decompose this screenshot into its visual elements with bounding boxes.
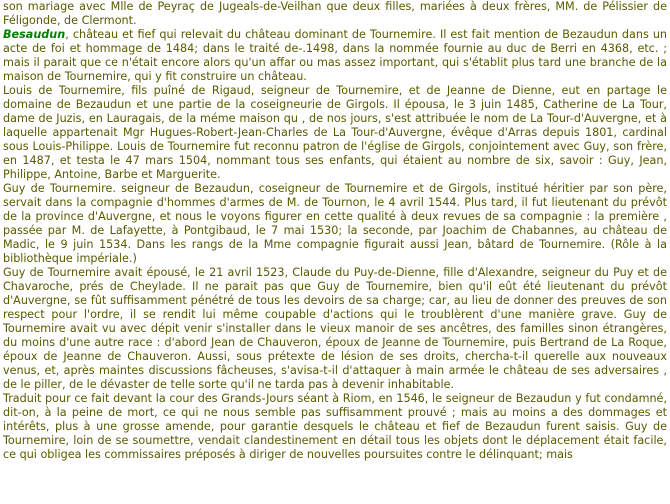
paragraph (3, 84, 667, 182)
paragraph-text: son mariage avec Mlle de Peyraç de Jugeals-de-Veilhan que deux filles, mariées à deux frères, MM. de Pélissier de Féligonde, de Clermont. (3, 0, 667, 27)
paragraph (3, 0, 667, 28)
paragraph (3, 182, 667, 266)
paragraph-text: Traduit pour ce fait devant la cour des Grands-Jours séant à Riom, en 1546, le seigneur de Bezaudun y fut condamné, dit-on, à la peine de mort, ce qui ne nous semble pas suffisamment prouvé ; mais au moins a des dommages et intérêts, plus à une grosse amende, pour garantie desquels le château et fief de Bezaudun furent saisis. Guy de Tournemire, loin de se soumettre, vendait clandestinement en détail tous les objets dont le déplacement était facile, ce qui obligea les commissaires préposés à diriger de nouvelles poursuites contre le délinquant; mais (3, 392, 667, 461)
paragraph-text: Louis de Tournemire, fils puîné de Rigaud, seigneur de Tournemire, et de Jeanne de Dienne, eut en partage le domaine de Bezaudun et une partie de la coseigneurie de Girgols. Il épousa, le 3 juin 1485, Catherine de La Tour, dame de Juzis, en Lauragais, de la méme maison qu , de nos jours, s'est attribuée le nom de La Tour-d'Auvergne, et à laquelle appartenait Mgr Hugues-Robert-Jean-Charles de La Tour-d'Auvergne, évêque d'Arras depuis 1801, cardinal sous Louis-Philippe. Louis de Tournemire fut reconnu patron de l'église de Girgols, conjointement avec Guy, son frère, en 1487, et testa le 47 mars 1504, nommant tous ses enfants, qui étaient au nombre de six, savoir : Guy, Jean, Philippe, Antoine, Barbe et Marguerite. (3, 84, 667, 181)
paragraph-besaudun (3, 28, 667, 84)
paragraph-text: , château et fief qui relevait du château dominant de Tournemire. Il est fait mention de Bezaudun dans un acte de foi et hommage de 1484; dans le traité de-.1498, dans la nommée fournie au duc de Berri en 4368, etc. ; mais il parait que ce n'était encore alors qu'un affar ou mas assez important, qui s'établit plus tard une branche de la maison de Tournemire, qui y fit construire un château. (3, 28, 667, 83)
paragraph (3, 392, 667, 462)
paragraph-text: Guy de Tournemire. seigneur de Bezaudun, coseigneur de Tournemire et de Girgols, institué héritier par son père, servait dans la compagnie d'hommes d'armes de M. de Tournon, le 4 avril 1544. Plus tard, il fut lieutenant du prévôt de la province d'Auvergne, et nous le voyons figurer en cette qualité à deux revues de sa compagnie : la première , passée par M. de Lafayette, à Pontgibaud, le 7 mai 1530; la seconde, par Joachim de Chabannes, au château de Madic, le 9 juin 1534. Dans les rangs de la Mme compagnie figurait aussi Jean, bâtard de Tournemire. (Rôle à la bibliothèque impériale.) (3, 182, 667, 265)
paragraph (3, 266, 667, 392)
paragraph-text: Guy de Tournemire avait épousé, le 21 avril 1523, Claude du Puy-de-Dienne, fille d'Alexandre, seigneur du Puy et de Chavaroche, prés de Cheylade. Il ne parait pas que Guy de Tournemire, bien qu'il eût été lieutenant du prévôt d'Auvergne, se fût suffisamment pénétré de tous les devoirs de sa charge; car, au lieu de donner des preuves de son respect pour l'ordre, il se rendit lui même coupable d'actions qui le troublèrent d'une manière grave. Guy de Tournemire avait vu avec dépit venir s'installer dans le vieux manoir de ses ancêtres, des familles sinon étrangères, du moins d'une autre race : d'abord Jean de Chauveron, époux de Jeanne de Tournemire, puis Bertrand de La Roque, époux de Jeanne de Chauveron. Aussi, sous prétexte de lésion de ses droits, chercha-t-il querelle aux nouveaux venus, et, après maintes discussions fâcheuses, s'avisa-t-il d'attaquer à main armée le château de ses adversaires , de le piller, de le dévaster de telle sorte qu'il ne tarda pas à devenir inhabitable. (3, 266, 667, 391)
entry-headword: Besaudun (3, 28, 66, 41)
